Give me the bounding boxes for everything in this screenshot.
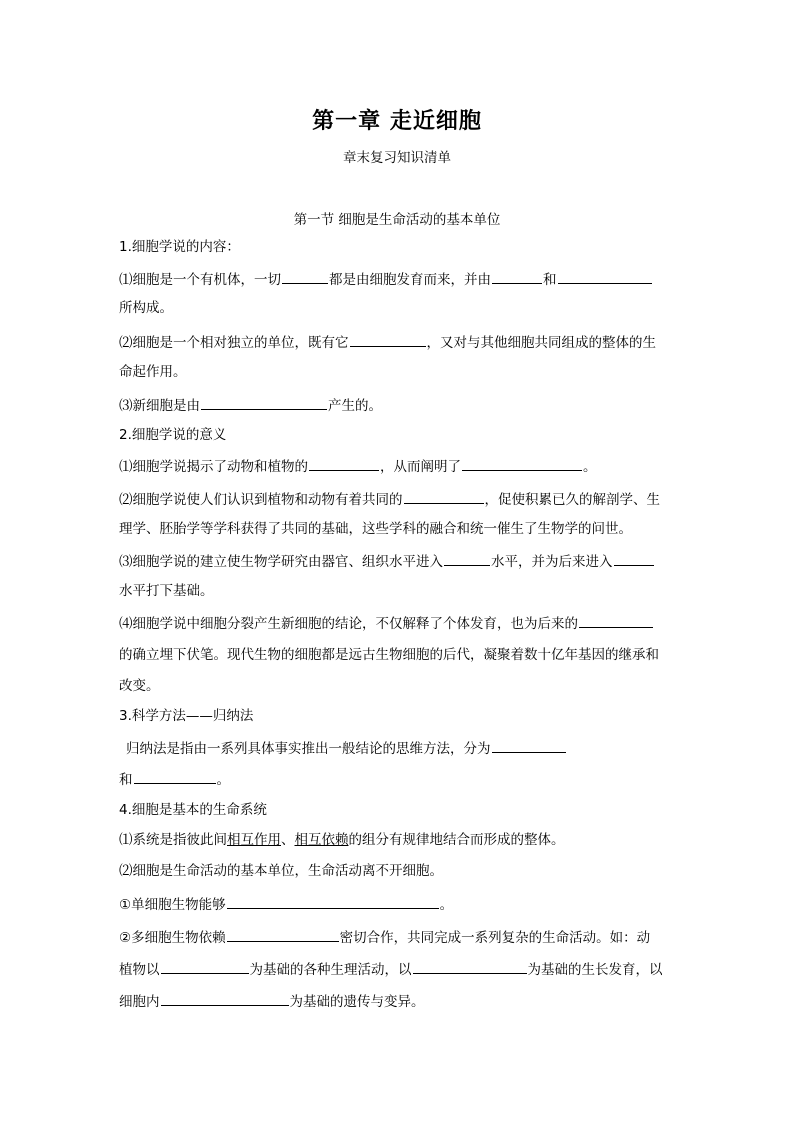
heading-1: 1.细胞学说的内容： <box>119 239 240 255</box>
item-2-2-cont: 理学、胚胎学等学科获得了共同的基础，这些学科的融合和统一催生了生物学的问世。 <box>119 521 632 537</box>
item-4-4-cont2: 细胞内 为基础的遗传与变异。 <box>119 991 679 1012</box>
fill-blank[interactable] <box>282 269 328 284</box>
heading-2: 2.细胞学说的意义 <box>119 427 227 443</box>
chapter-title: 第一章 走近细胞 <box>312 109 482 134</box>
item-4-3: ①单细胞生物能够 。 <box>119 894 679 915</box>
fill-blank[interactable] <box>161 991 289 1006</box>
item-1-2: ⑵细胞是一个相对独立的单位，既有它 ，又对与其他细胞共同组成的整体的生 <box>119 332 679 353</box>
fill-blank[interactable] <box>579 613 653 628</box>
item-2-3: ⑶细胞学说的建立使生物学研究由器官、组织水平进入 水平，并为后来进入 <box>119 551 679 572</box>
heading-3: 3.科学方法——归纳法 <box>119 708 254 724</box>
fill-blank[interactable] <box>462 456 582 471</box>
item-2-2: ⑵细胞学说使人们认识到植物和动物有着共同的 ，促使积累已久的解剖学、生 <box>119 489 679 510</box>
item-4-1: ⑴系统是指彼此间相互作用、相互依赖的组分有规律地结合而形成的整体。 <box>119 832 565 848</box>
item-1-2-cont: 命起作用。 <box>119 364 187 380</box>
fill-blank[interactable] <box>492 269 542 284</box>
fill-blank[interactable] <box>227 927 339 942</box>
fill-blank[interactable] <box>614 551 654 566</box>
item-4-4-cont: 植物以 为基础的各种生理活动，以 为基础的生长发育，以 <box>119 959 679 980</box>
underlined-term: 相互依赖 <box>294 832 349 848</box>
item-2-4-cont2: 改变。 <box>119 678 160 694</box>
fill-blank[interactable] <box>161 959 249 974</box>
fill-blank[interactable] <box>444 551 490 566</box>
fill-blank[interactable] <box>134 769 216 784</box>
fill-blank[interactable] <box>227 894 439 909</box>
chapter-subtitle: 章末复习知识清单 <box>343 150 451 166</box>
item-2-4: ⑷细胞学说中细胞分裂产生新细胞的结论，不仅解释了个体发育，也为后来的 <box>119 613 679 634</box>
item-3-1-cont: 和 。 <box>119 769 679 790</box>
item-1-3: ⑶新细胞是由 产生的。 <box>119 395 679 416</box>
fill-blank[interactable] <box>558 269 652 284</box>
item-1-1: ⑴细胞是一个有机体，一切 都是由细胞发育而来，并由 和 <box>119 269 679 290</box>
item-3-1: 归纳法是指由一系列具体事实推出一般结论的思维方法，分为 <box>126 738 686 759</box>
underlined-term: 相互作用 <box>227 832 281 848</box>
item-1-1-cont: 所构成。 <box>119 300 173 316</box>
item-2-4-cont: 的确立埋下伏笔。现代生物的细胞都是远古生物细胞的后代，凝聚着数十亿年基因的继承和 <box>119 647 659 663</box>
item-4-2: ⑵细胞是生命活动的基本单位，生命活动离不开细胞。 <box>119 863 443 879</box>
section-title: 第一节 细胞是生命活动的基本单位 <box>293 212 501 228</box>
fill-blank[interactable] <box>201 395 327 410</box>
heading-4: 4.细胞是基本的生命系统 <box>119 802 267 818</box>
fill-blank[interactable] <box>492 738 566 753</box>
item-4-4: ②多细胞生物依赖 密切合作，共同完成一系列复杂的生命活动。如：动 <box>119 927 679 948</box>
fill-blank[interactable] <box>413 959 527 974</box>
item-2-3-cont: 水平打下基础。 <box>119 583 214 599</box>
fill-blank[interactable] <box>350 332 426 347</box>
fill-blank[interactable] <box>404 489 484 504</box>
item-2-1: ⑴细胞学说揭示了动物和植物的 ，从而阐明了 。 <box>119 456 679 477</box>
fill-blank[interactable] <box>309 456 379 471</box>
